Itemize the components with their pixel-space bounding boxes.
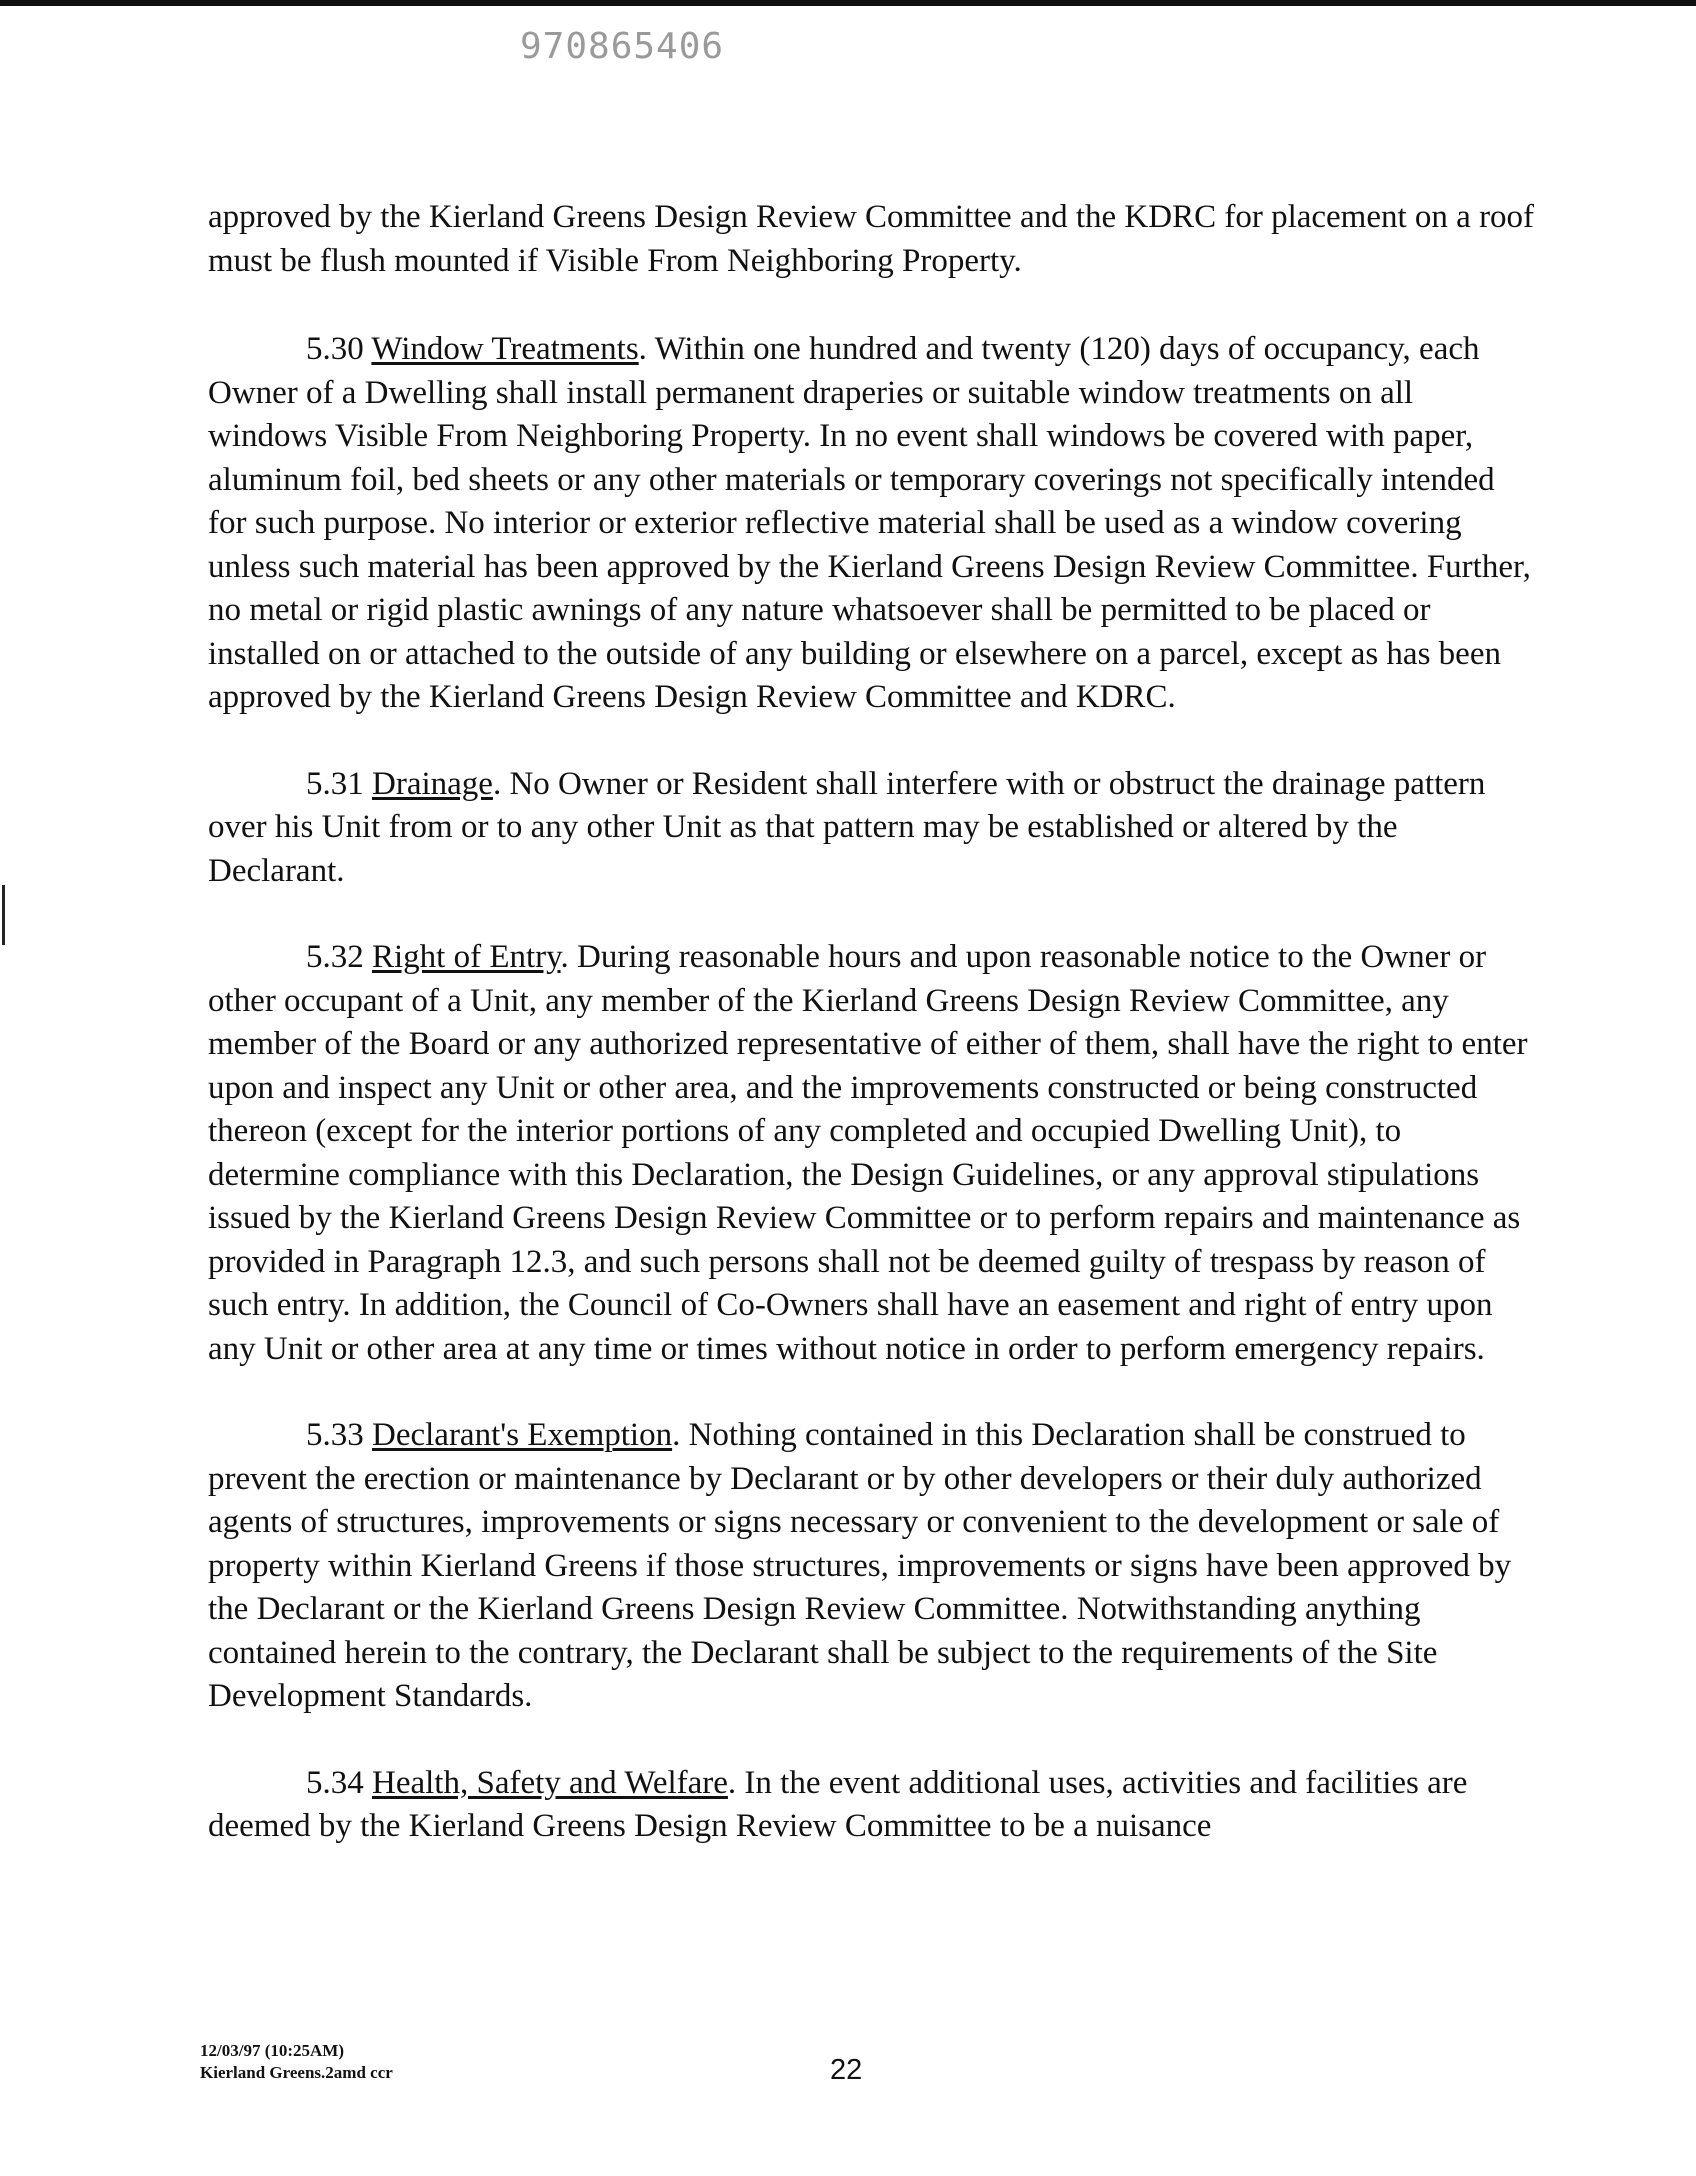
section-number: 5.31 xyxy=(306,765,364,802)
section-text: No Owner or Resident shall interfere with or obstruct the drainage pattern over his Unit from or to any other Unit as that pattern may be established or altered by the Declarant. xyxy=(208,765,1486,889)
section-heading: Health, Safety and Welfare xyxy=(372,1764,728,1801)
section-number: 5.33 xyxy=(306,1417,364,1453)
document-body xyxy=(208,196,1538,1892)
section-text: In the event additional uses, activities and facilities are deemed by the Kierland Greens Design Review Committee to be a nuisance xyxy=(208,1764,1468,1844)
section-heading: Window Treatments xyxy=(371,331,639,367)
footer-info xyxy=(200,2040,393,2084)
section-5-31: 5.31 Drainage. No Owner or Resident shall interfere with or obstruct the drainage pattern over his Unit from or to any other Unit as that pattern may be established or altered by the Declarant. xyxy=(208,765,1486,889)
document-stamp-number: 970865406 xyxy=(520,26,725,67)
top-border xyxy=(0,0,1696,6)
footer-filename: Kierland Greens.2amd ccr xyxy=(200,2063,393,2082)
section-text: Within one hundred and twenty (120) days of occupancy, each Owner of a Dwelling shall install permanent draperies or suitable window treatments on all windows Visible From Neighboring Property. In no event shall windows be covered with paper, aluminum foil, bed sheets or any other materials or temporary coverings not specifically intended for such purpose. No interior or exterior reflective material shall be used as a window covering unless such material has been approved by the Kierland Greens Design Review Committee. Further, no metal or rigid plastic awnings of any nature whatsoever shall be permitted to be placed or installed on or attached to the outside of any building or elsewhere on a parcel, except as has been approved by the Kierland Greens Design Review Committee and KDRC. xyxy=(208,331,1531,715)
section-5-32: 5.32 Right of Entry. During reasonable hours and upon reasonable notice to the Owner or other occupant of a Unit, any member of the Kierland Greens Design Review Committee, any member of the Board or any authorized representative of either of them, shall have the right to enter upon and inspect any Unit or other area, and the improvements constructed or being constructed thereon (except for the interior portions of any completed and occupied Dwelling Unit), to determine compliance with this Declaration, the Design Guidelines, or any approval stipulations issued by the Kierland Greens Design Review Committee or to perform repairs and maintenance as provided in Paragraph 12.3, and such persons shall not be deemed guilty of trespass by reason of such entry. In addition, the Council of Co-Owners shall have an easement and right of entry upon any Unit or other area at any time or times without notice in order to perform emergency repairs. xyxy=(208,939,1528,1367)
section-number: 5.34 xyxy=(306,1764,364,1801)
section-5-34: 5.34 Health, Safety and Welfare. In the event additional uses, activities and facilities are deemed by the Kierland Greens Design Review Committee to be a nuisance xyxy=(208,1764,1468,1844)
section-heading: Declarant's Exemption xyxy=(372,1417,673,1453)
section-number: 5.30 xyxy=(306,331,364,367)
section-text: Nothing contained in this Declaration shall be construed to prevent the erection or maintenance by Declarant or by other developers or their duly authorized agents of structures, improvements or signs necessary or convenient to the development or sale of property within Kierland Greens if those structures, improvements or signs have been approved by the Declarant or the Kierland Greens Design Review Committee. Notwithstanding anything contained herein to the contrary, the Declarant shall be subject to the requirements of the Site Development Standards. xyxy=(208,1417,1512,1714)
section-text: During reasonable hours and upon reasonable notice to the Owner or other occupant of a Unit, any member of the Kierland Greens Design Review Committee, any member of the Board or any authorized representative of either of them, shall have the right to enter upon and inspect any Unit or other area, and the improvements constructed or being constructed thereon (except for the interior portions of any completed and occupied Dwelling Unit), to determine compliance with this Declaration, the Design Guidelines, or any approval stipulations issued by the Kierland Greens Design Review Committee or to perform repairs and maintenance as provided in Paragraph 12.3, and such persons shall not be deemed guilty of trespass by reason of such entry. In addition, the Council of Co-Owners shall have an easement and right of entry upon any Unit or other area at any time or times without notice in order to perform emergency repairs. xyxy=(208,939,1528,1367)
margin-mark xyxy=(2,885,5,945)
section-number: 5.32 xyxy=(306,939,364,975)
page-number: 22 xyxy=(830,2054,863,2086)
section-5-33: 5.33 Declarant's Exemption. Nothing contained in this Declaration shall be construed to prevent the erection or maintenance by Declarant or by other developers or their duly authorized agents of structures, improvements or signs necessary or convenient to the development or sale of property within Kierland Greens if those structures, improvements or signs have been approved by the Declarant or the Kierland Greens Design Review Committee. Notwithstanding anything contained herein to the contrary, the Declarant shall be subject to the requirements of the Site Development Standards. xyxy=(208,1417,1512,1714)
footer-date: 12/03/97 (10:25AM) xyxy=(200,2041,345,2060)
section-heading: Right of Entry xyxy=(372,939,561,975)
intro-paragraph: approved by the Kierland Greens Design Review Committee and the KDRC for placement on a roof must be flush mounted if Visible From Neighboring Property. xyxy=(208,199,1535,279)
section-heading: Drainage xyxy=(372,765,493,802)
section-5-30: 5.30 Window Treatments. Within one hundred and twenty (120) days of occupancy, each Owner of a Dwelling shall install permanent draperies or suitable window treatments on all windows Visible From Neighboring Property. In no event shall windows be covered with paper, aluminum foil, bed sheets or any other materials or temporary coverings not specifically intended for such purpose. No interior or exterior reflective material shall be used as a window covering unless such material has been approved by the Kierland Greens Design Review Committee. Further, no metal or rigid plastic awnings of any nature whatsoever shall be permitted to be placed or installed on or attached to the outside of any building or elsewhere on a parcel, except as has been approved by the Kierland Greens Design Review Committee and KDRC. xyxy=(208,331,1531,715)
